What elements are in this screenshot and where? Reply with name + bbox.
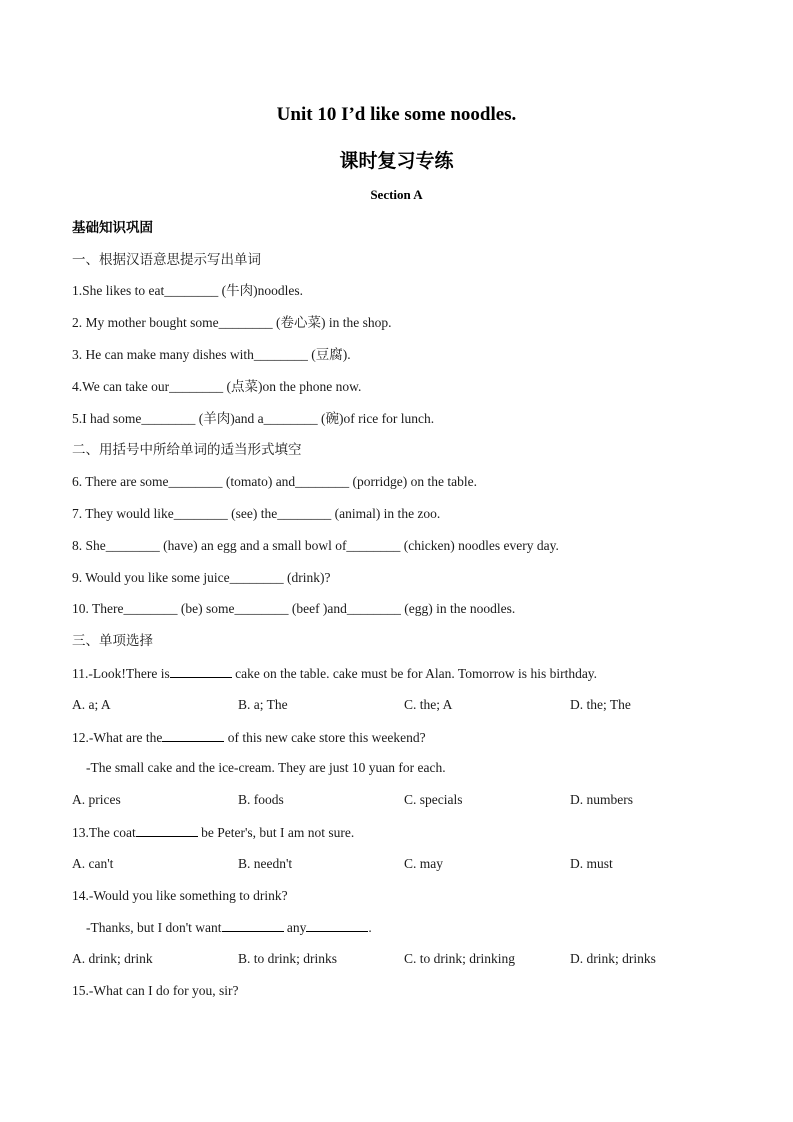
section-heading-three: 三、单项选择: [72, 633, 153, 648]
option-b: B. to drink; drinks: [238, 951, 338, 966]
option-d: D. the; The: [570, 697, 631, 712]
question-12-rest: of this new cake store this weekend?: [224, 730, 426, 745]
page-title: Unit 10 I’d like some noodles.: [276, 104, 517, 125]
option-c: C. may: [404, 856, 443, 871]
question-9: 9. Would you like some juice________ (drink)?: [72, 570, 331, 585]
question-14-reply: [86, 918, 372, 937]
option-b: B. needn't: [238, 856, 293, 871]
answer-blank: [162, 728, 224, 742]
answer-blank: [170, 664, 232, 678]
question-14: 14.-Would you like something to drink?: [72, 888, 288, 903]
question-15: 15.-What can I do for you, sir?: [72, 983, 239, 998]
option-a: A. can't: [72, 856, 114, 871]
question-13-rest: be Peter's, but I am not sure.: [197, 825, 355, 840]
option-c: C. specials: [404, 792, 463, 807]
question-12: [72, 728, 426, 747]
question-7: 7. They would like________ (see) the________ (animal) in the zoo.: [72, 506, 441, 521]
question-3: 3. He can make many dishes with________ (豆腐).: [72, 347, 351, 362]
option-a: A. drink; drink: [72, 951, 153, 966]
question-10: 10. There________ (be) some________ (beef )and________ (egg) in the noodles.: [72, 601, 516, 616]
question-11-stem: 11.-Look!There is: [72, 666, 170, 681]
question-11-rest: cake on the table. cake must be for Alan. Tomorrow is his birthday.: [231, 666, 598, 681]
question-12-reply: -The small cake and the ice-cream. They are just 10 yuan for each.: [86, 760, 446, 775]
question-13: [72, 823, 354, 842]
option-d: D. drink; drinks: [570, 951, 656, 966]
part-heading: 基础知识巩固: [72, 220, 153, 235]
question-2: 2. My mother bought some________ (卷心菜) in the shop.: [72, 315, 392, 330]
question-5: 5.I had some________ (羊肉)and a________ (碗)of rice for lunch.: [72, 411, 435, 426]
question-13-stem: 13.The coat: [72, 825, 136, 840]
option-a: A. a; A: [72, 697, 111, 712]
answer-blank: [306, 918, 368, 932]
question-14-reply-mid: any: [283, 920, 307, 935]
question-1: 1.She likes to eat________ (牛肉)noodles.: [72, 283, 303, 298]
option-b: B. foods: [238, 792, 284, 807]
question-12-stem: 12.-What are the: [72, 730, 163, 745]
section-heading-one: 一、根据汉语意思提示写出单词: [72, 252, 261, 267]
option-c: C. to drink; drinking: [404, 951, 515, 966]
question-14-reply-stem: -Thanks, but I don't want: [86, 920, 222, 935]
question-6: 6. There are some________ (tomato) and________ (porridge) on the table.: [72, 474, 478, 489]
section-heading-two: 二、用括号中所给单词的适当形式填空: [72, 442, 302, 457]
answer-blank: [222, 918, 284, 932]
option-a: A. prices: [72, 792, 121, 807]
option-b: B. a; The: [238, 697, 288, 712]
answer-blank: [136, 823, 198, 837]
page-subtitle: 课时复习专练: [339, 151, 454, 172]
option-d: D. numbers: [570, 792, 633, 807]
question-11: [72, 664, 597, 683]
option-d: D. must: [570, 856, 613, 871]
question-14-reply-end: .: [368, 920, 372, 935]
question-8: 8. She________ (have) an egg and a small bowl of________ (chicken) noodles every day.: [72, 538, 559, 553]
section-label: Section A: [370, 187, 423, 202]
option-c: C. the; A: [404, 697, 453, 712]
question-4: 4.We can take our________ (点菜)on the phone now.: [72, 379, 362, 394]
